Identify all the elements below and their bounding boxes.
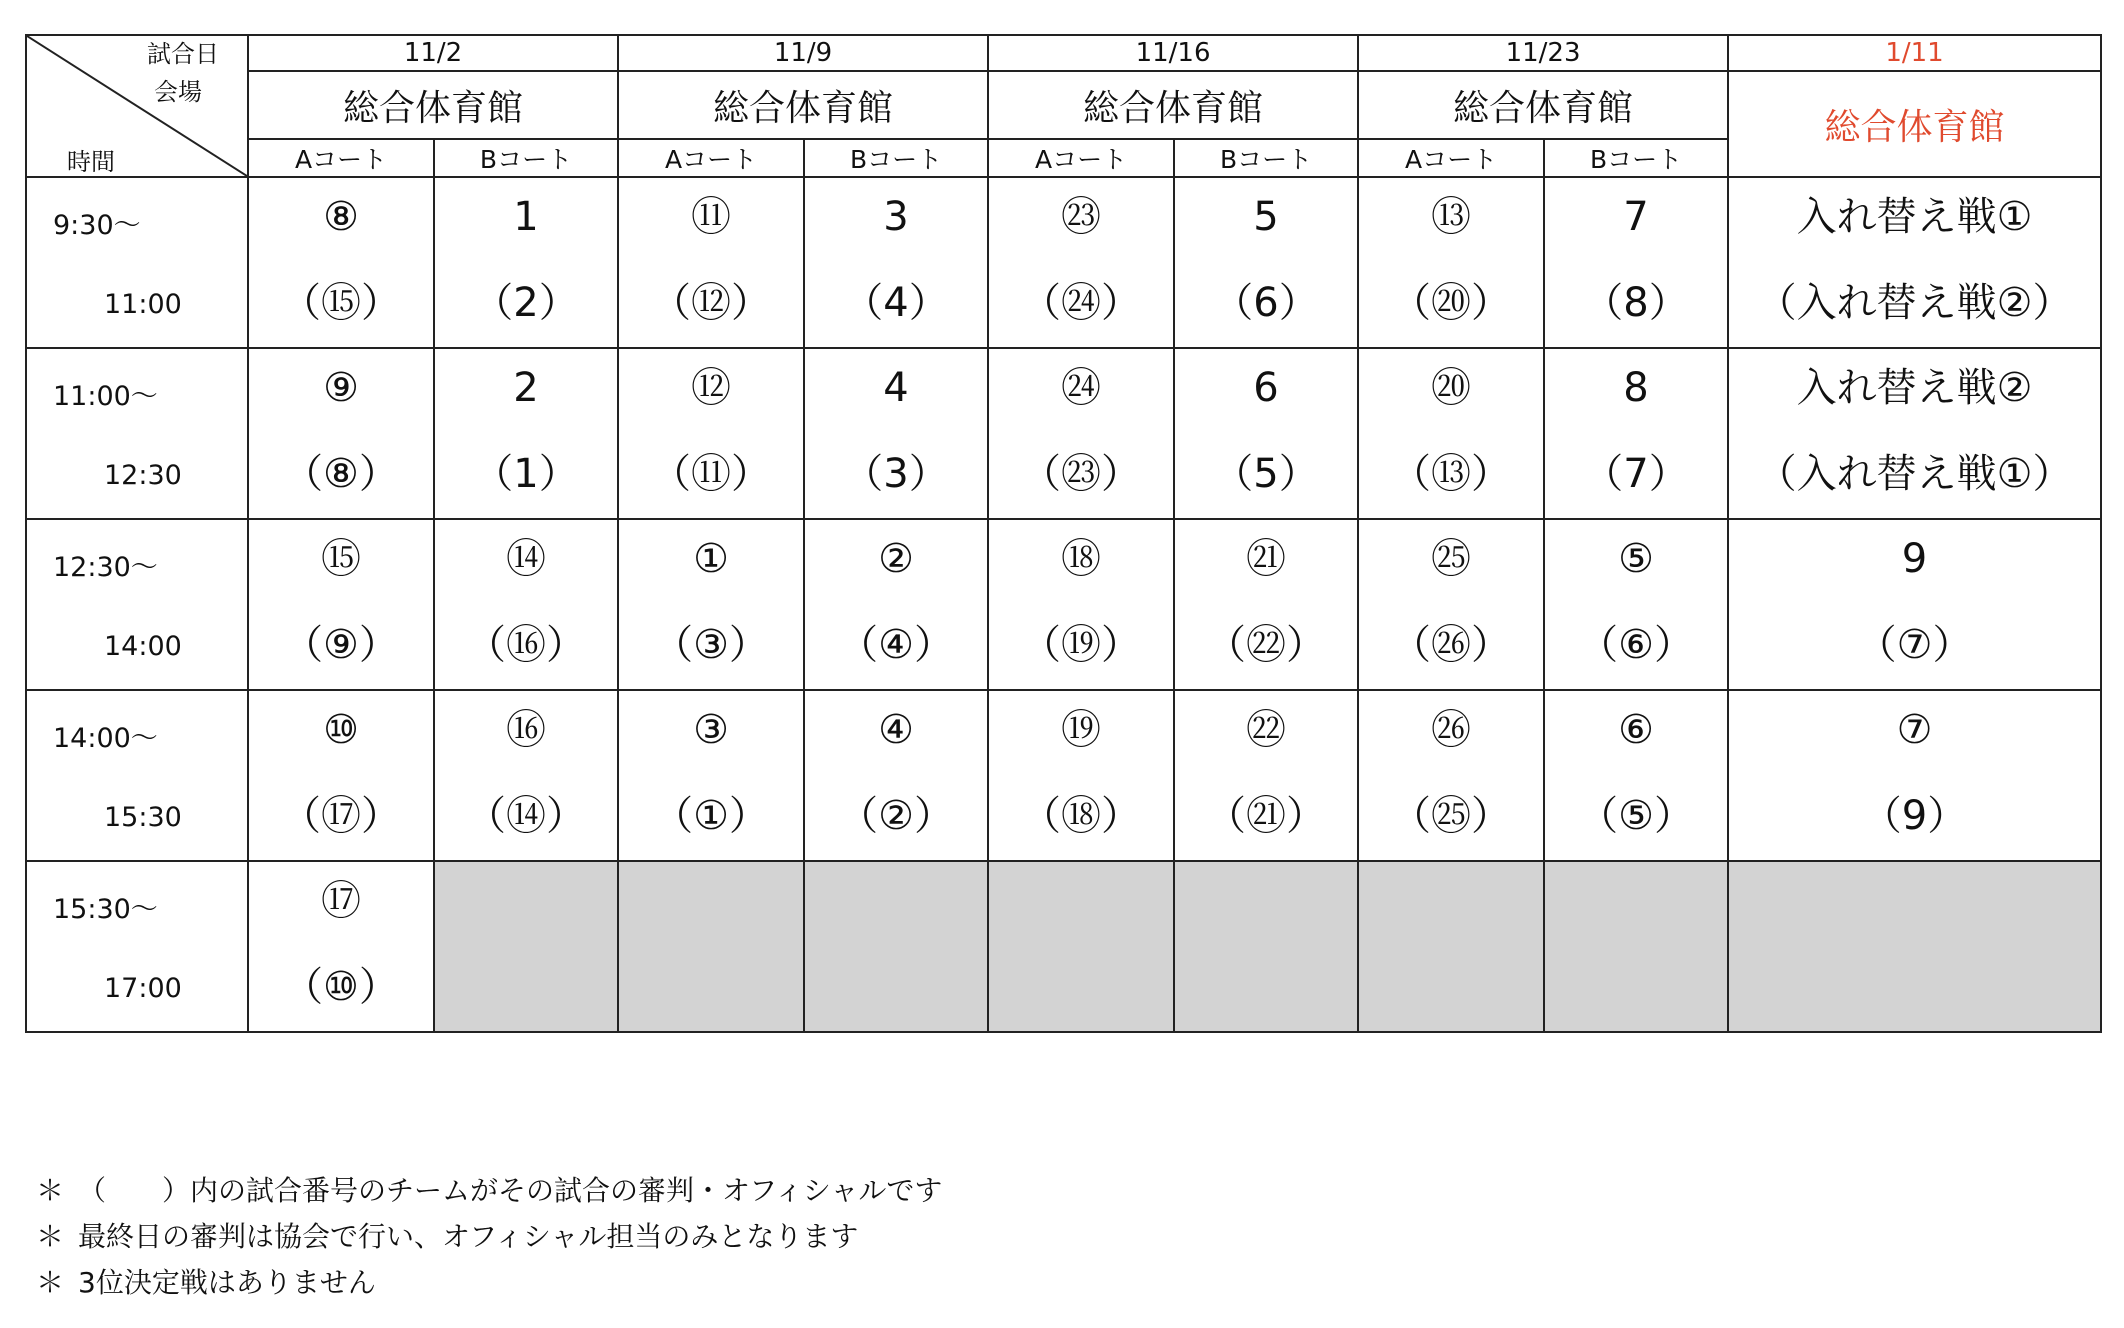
match-cell — [248, 861, 434, 1032]
match-cell — [988, 348, 1174, 519]
match-cell — [1174, 690, 1358, 861]
match-cell — [804, 348, 988, 519]
match-number: ⑯ — [506, 706, 546, 753]
note-item — [36, 1168, 942, 1214]
time-slot-row — [26, 690, 2101, 861]
time-cell — [26, 519, 248, 690]
match-cell — [434, 690, 618, 861]
match-number: ⑫ — [691, 364, 732, 411]
empty-cell — [1544, 861, 1728, 1032]
match-number: ㉕ — [1431, 535, 1472, 582]
referee-team: （⑥） — [1578, 621, 1694, 668]
referee-team: （⑱） — [1021, 792, 1142, 839]
match-number: ⑦ — [1896, 706, 1933, 753]
match-number: ② — [878, 535, 914, 582]
referee-team: （入れ替え戦①） — [1756, 450, 2073, 497]
referee-team: （1） — [473, 450, 579, 497]
referee-team: （⑤） — [1578, 792, 1694, 839]
court-header: Aコート — [248, 139, 434, 177]
match-cell — [1174, 177, 1358, 348]
match-cell — [988, 177, 1174, 348]
match-cell — [1544, 177, 1728, 348]
match-number: ① — [693, 535, 729, 582]
match-cell — [618, 348, 804, 519]
match-cell — [1544, 348, 1728, 519]
note-text: 最終日の審判は協会で行い、オフィシャル担当のみとなります — [78, 1220, 859, 1253]
referee-team: （⑳） — [1391, 279, 1512, 326]
match-number: ⑬ — [1431, 193, 1472, 240]
referee-team: （2） — [473, 279, 579, 326]
time-end: 17:00 — [104, 973, 182, 1004]
referee-team: （入れ替え戦②） — [1756, 279, 2073, 326]
match-number: ㉒ — [1246, 706, 1287, 753]
time-end: 15:30 — [104, 802, 182, 833]
date-header: 11/2 — [248, 35, 618, 71]
referee-team: （9） — [1861, 792, 1968, 839]
venue-header: 総合体育館 — [1358, 71, 1728, 139]
venue-header: 総合体育館 — [618, 71, 988, 139]
referee-team: （⑦） — [1856, 621, 1973, 668]
date-header-final: 1/11 — [1728, 35, 2101, 71]
time-cell — [26, 861, 248, 1032]
match-number: ⑮ — [321, 535, 361, 582]
match-cell-final — [1728, 348, 2101, 519]
empty-cell — [988, 861, 1174, 1032]
match-cell — [804, 690, 988, 861]
match-cell-final — [1728, 177, 2101, 348]
referee-team: （⑨） — [283, 621, 399, 668]
match-number: 3 — [883, 193, 909, 240]
match-cell — [248, 690, 434, 861]
match-number: ㉔ — [1061, 364, 1102, 411]
court-header: Aコート — [988, 139, 1174, 177]
match-number: 1 — [513, 193, 539, 240]
match-number: ⑲ — [1061, 706, 1102, 753]
note-bullet: ＊ — [36, 1174, 65, 1207]
referee-team: （⑩） — [283, 963, 399, 1010]
match-cell — [618, 177, 804, 348]
referee-team: （③） — [653, 621, 769, 668]
date-header: 11/9 — [618, 35, 988, 71]
referee-team: （㉕） — [1391, 792, 1512, 839]
match-cell — [804, 519, 988, 690]
match-number: 7 — [1623, 193, 1649, 240]
match-number: ⑤ — [1618, 535, 1654, 582]
match-number: ⑥ — [1618, 706, 1654, 753]
referee-team: （⑰） — [281, 792, 401, 839]
match-number: ⑩ — [323, 706, 359, 753]
empty-cell — [1728, 861, 2101, 1032]
match-number: 2 — [513, 364, 539, 411]
court-header: Bコート — [434, 139, 618, 177]
time-start: 9:30～ — [53, 210, 141, 241]
match-number: ㉖ — [1431, 706, 1472, 753]
date-header: 11/23 — [1358, 35, 1728, 71]
referee-team: （⑬） — [1391, 450, 1512, 497]
referee-team: （⑧） — [283, 450, 399, 497]
referee-team: （8） — [1583, 279, 1689, 326]
match-cell — [434, 519, 618, 690]
match-number: ③ — [693, 706, 729, 753]
time-end: 14:00 — [104, 631, 182, 662]
time-start: 11:00～ — [53, 381, 158, 412]
time-cell — [26, 690, 248, 861]
header-corner-cell — [26, 35, 248, 177]
court-header: Bコート — [1174, 139, 1358, 177]
referee-team: （⑭） — [466, 792, 586, 839]
match-cell — [434, 348, 618, 519]
match-number: 8 — [1623, 364, 1649, 411]
court-header: Aコート — [618, 139, 804, 177]
match-cell-final — [1728, 519, 2101, 690]
referee-team: （5） — [1213, 450, 1319, 497]
match-number: ⑱ — [1061, 535, 1102, 582]
match-cell-final — [1728, 690, 2101, 861]
note-text: 3位決定戦はありません — [78, 1266, 376, 1299]
match-cell — [618, 690, 804, 861]
venue-header: 総合体育館 — [988, 71, 1358, 139]
match-number: ⑨ — [323, 364, 359, 411]
corner-venue-label: 会場 — [154, 78, 202, 106]
match-cell — [1358, 348, 1544, 519]
referee-team: （3） — [843, 450, 949, 497]
time-start: 12:30～ — [53, 552, 158, 583]
empty-cell — [1174, 861, 1358, 1032]
match-cell — [1358, 519, 1544, 690]
match-cell — [248, 519, 434, 690]
match-cell — [988, 690, 1174, 861]
match-cell — [248, 348, 434, 519]
referee-team: （①） — [653, 792, 769, 839]
time-cell — [26, 177, 248, 348]
empty-cell — [434, 861, 618, 1032]
match-cell — [1544, 519, 1728, 690]
referee-team: （④） — [838, 621, 954, 668]
note-item — [36, 1214, 942, 1260]
court-header: Bコート — [1544, 139, 1728, 177]
time-start: 14:00～ — [53, 723, 158, 754]
time-start: 15:30～ — [53, 894, 158, 925]
referee-team: （⑯） — [466, 621, 586, 668]
match-number: ㉓ — [1061, 193, 1102, 240]
match-number: ⑧ — [323, 193, 359, 240]
time-end: 12:30 — [104, 460, 182, 491]
match-number: ⑳ — [1431, 364, 1472, 411]
notes — [36, 1168, 942, 1306]
match-number: 4 — [883, 364, 909, 411]
match-number: 5 — [1253, 193, 1279, 240]
referee-team: （㉑） — [1206, 792, 1327, 839]
match-cell — [1358, 690, 1544, 861]
match-number: 6 — [1253, 364, 1279, 411]
referee-team: （㉒） — [1206, 621, 1327, 668]
referee-team: （6） — [1213, 279, 1319, 326]
match-number: ⑪ — [691, 193, 732, 240]
corner-date-label: 試合日 — [147, 40, 219, 68]
note-bullet: ＊ — [36, 1220, 65, 1253]
court-header: Bコート — [804, 139, 988, 177]
note-text: （ ）内の試合番号のチームがその試合の審判・オフィシャルです — [78, 1174, 943, 1207]
match-cell — [1358, 177, 1544, 348]
referee-team: （⑮） — [281, 279, 401, 326]
time-cell — [26, 348, 248, 519]
referee-team: （㉔） — [1021, 279, 1142, 326]
match-cell — [804, 177, 988, 348]
referee-team: （⑪） — [651, 450, 772, 497]
match-cell — [1544, 690, 1728, 861]
match-cell — [248, 177, 434, 348]
match-number: 入れ替え戦① — [1796, 193, 2033, 240]
referee-team: （7） — [1583, 450, 1689, 497]
referee-team: （②） — [838, 792, 954, 839]
corner-time-label: 時間 — [67, 148, 115, 176]
note-item — [36, 1260, 942, 1306]
time-slot-row — [26, 177, 2101, 348]
time-slot-row — [26, 861, 2101, 1032]
match-cell — [434, 177, 618, 348]
match-cell — [988, 519, 1174, 690]
match-number: 9 — [1901, 535, 1928, 582]
match-cell — [618, 519, 804, 690]
empty-cell — [1358, 861, 1544, 1032]
match-cell — [1174, 348, 1358, 519]
empty-cell — [618, 861, 804, 1032]
match-number: ⑭ — [506, 535, 546, 582]
venue-header: 総合体育館 — [248, 71, 618, 139]
empty-cell — [804, 861, 988, 1032]
referee-team: （㉓） — [1021, 450, 1142, 497]
time-slot-row — [26, 348, 2101, 519]
match-number: ㉑ — [1246, 535, 1287, 582]
match-schedule-table — [25, 34, 2102, 1033]
match-number: 入れ替え戦② — [1796, 364, 2033, 411]
venue-header-final: 総合体育館 — [1728, 71, 2101, 177]
time-slot-row — [26, 519, 2101, 690]
match-number: ④ — [878, 706, 914, 753]
referee-team: （㉖） — [1391, 621, 1512, 668]
match-number: ⑰ — [321, 877, 361, 924]
referee-team: （⑲） — [1021, 621, 1142, 668]
match-cell — [1174, 519, 1358, 690]
referee-team: （4） — [843, 279, 949, 326]
date-header: 11/16 — [988, 35, 1358, 71]
time-end: 11:00 — [104, 289, 182, 320]
court-header: Aコート — [1358, 139, 1544, 177]
note-bullet: ＊ — [36, 1266, 65, 1299]
referee-team: （⑫） — [651, 279, 772, 326]
